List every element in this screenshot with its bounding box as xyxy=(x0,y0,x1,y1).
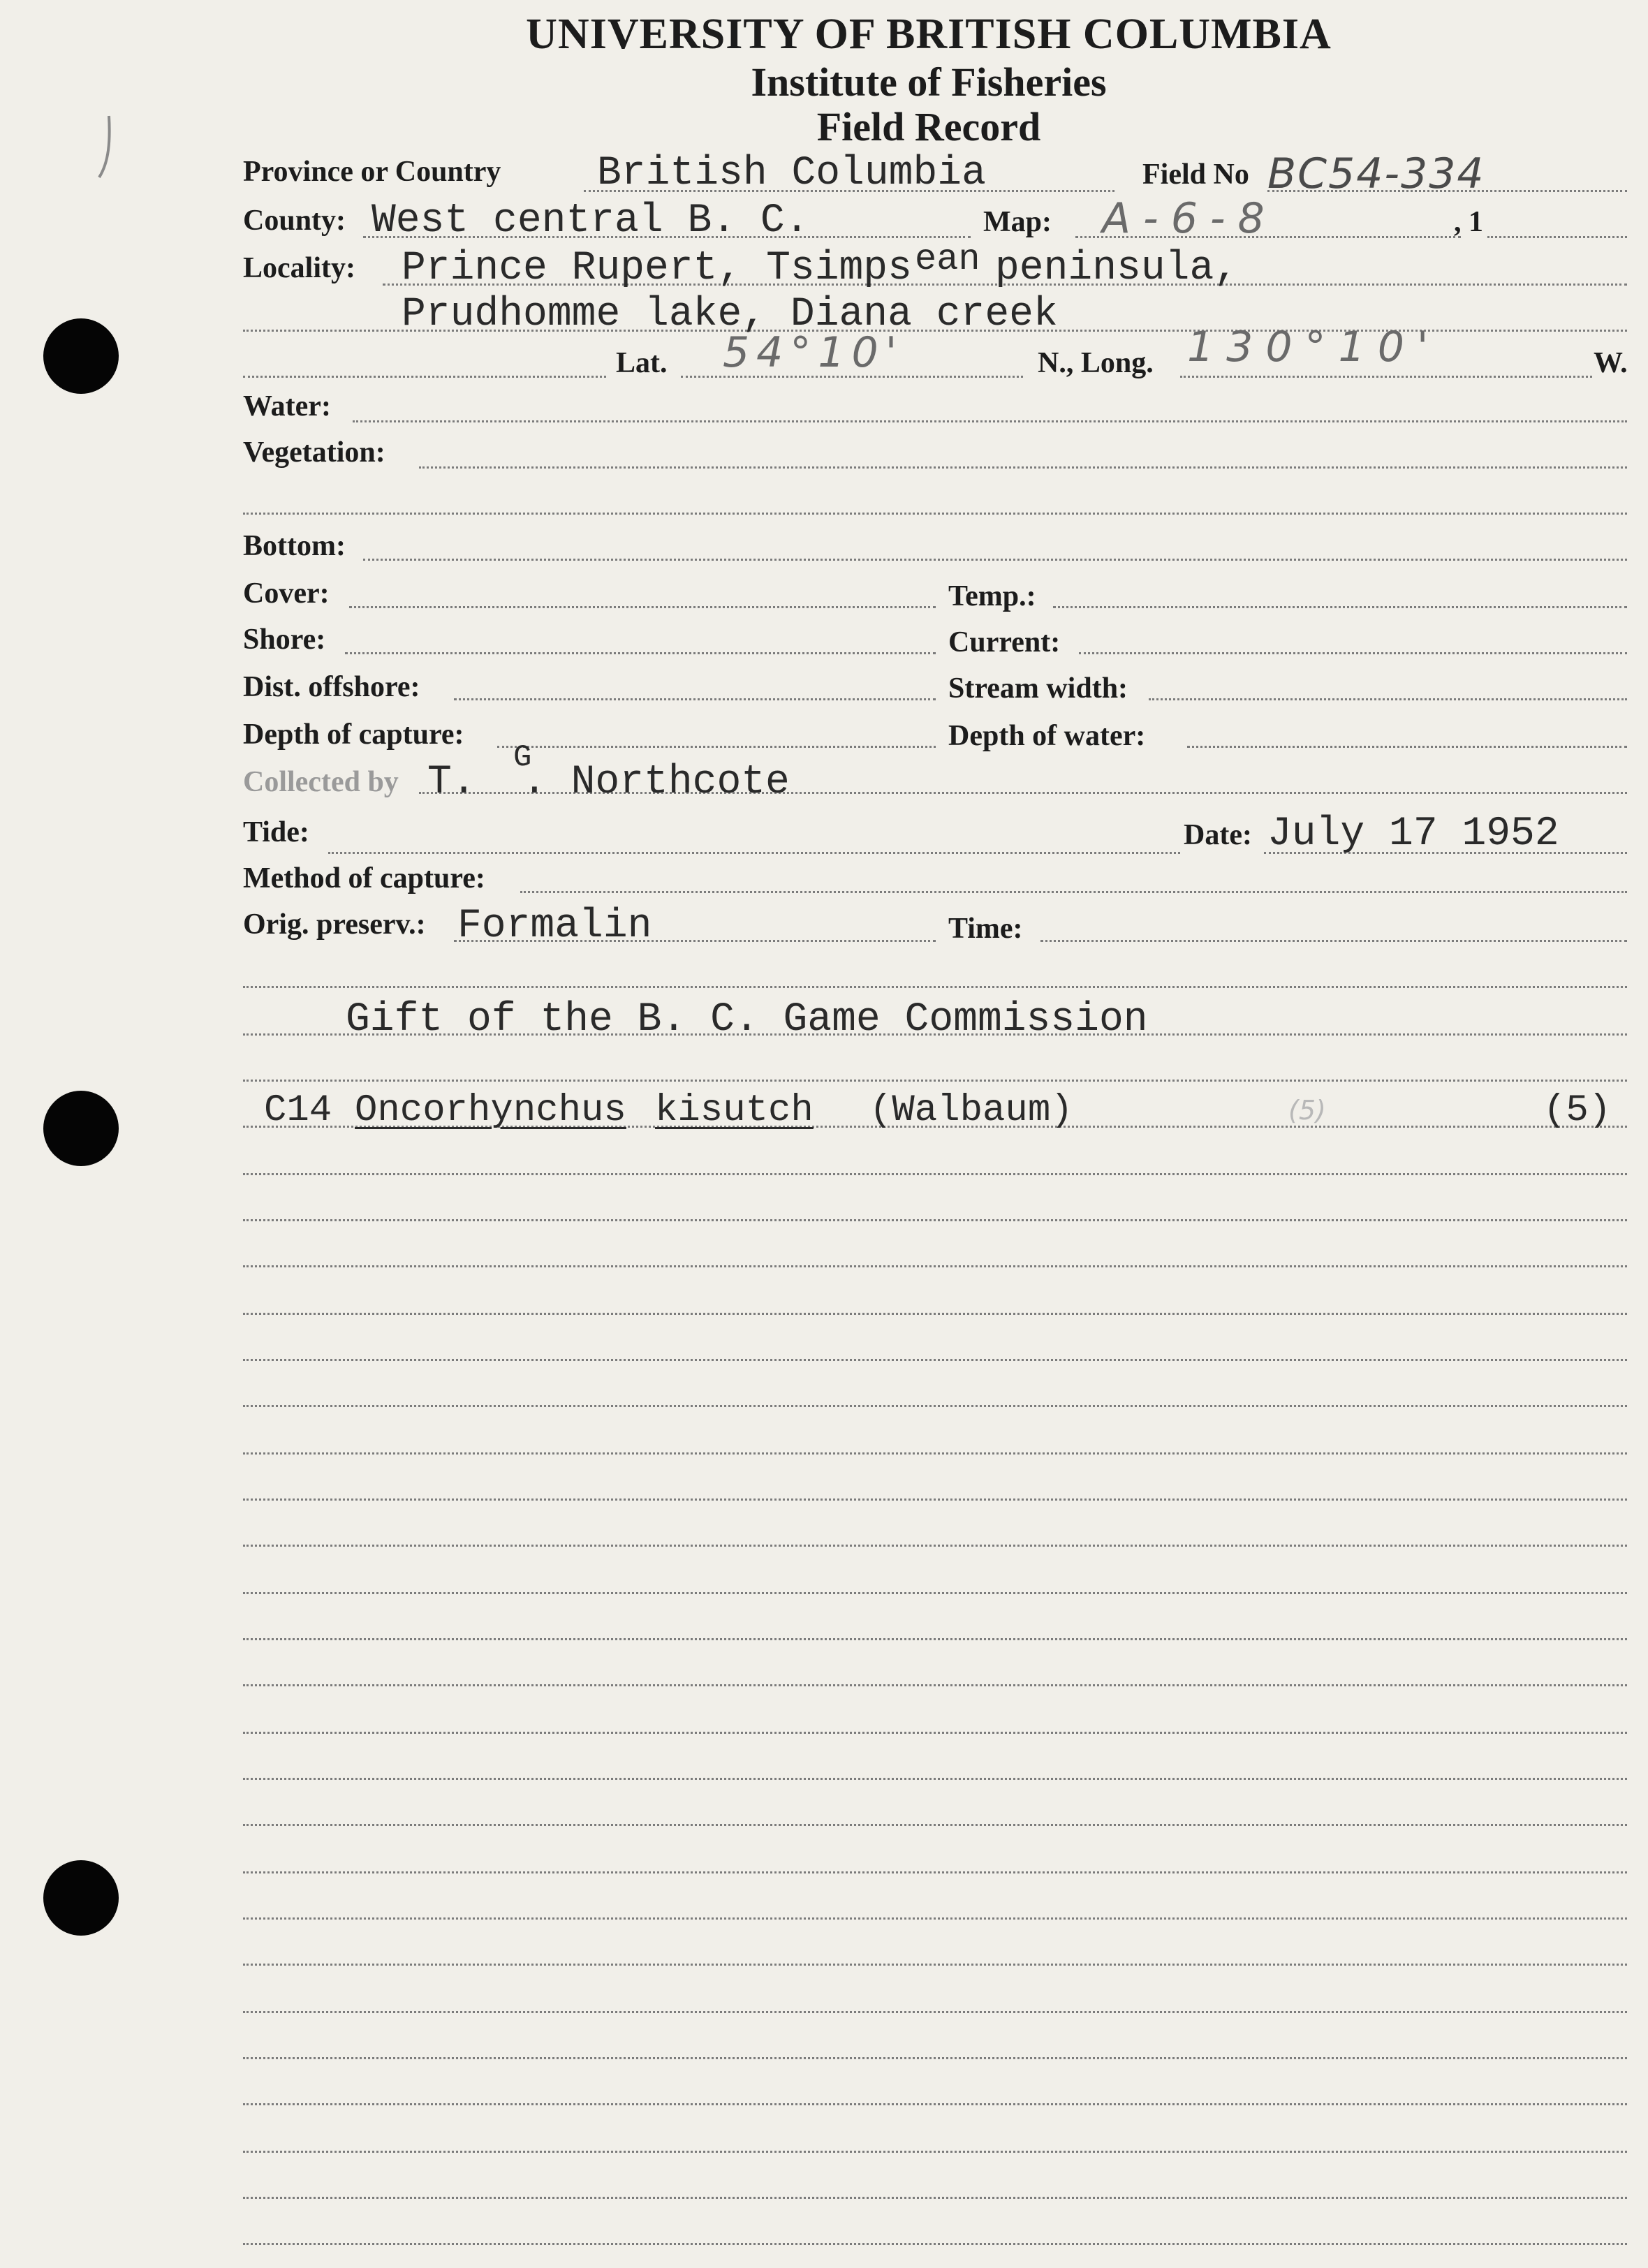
notes-line-15 xyxy=(243,1638,1627,1640)
cover-line xyxy=(349,606,936,608)
notes-line-20 xyxy=(243,1871,1627,1873)
notes-line-14 xyxy=(243,1592,1627,1594)
current-label: Current: xyxy=(948,626,1061,658)
long-line xyxy=(1180,376,1592,378)
institute-title: Institute of Fisheries xyxy=(751,59,1107,105)
method-line xyxy=(520,891,1627,893)
shore-line xyxy=(345,652,936,654)
pencil-count: (5) xyxy=(1288,1095,1326,1126)
notes-line-21 xyxy=(243,1917,1627,1920)
notes-line-18 xyxy=(243,1778,1627,1780)
dist-offshore-label: Dist. offshore: xyxy=(243,671,420,703)
notes-line-12 xyxy=(243,1498,1627,1501)
notes-line-8 xyxy=(243,1313,1627,1315)
notes-line-26 xyxy=(243,2151,1627,2153)
depth-water-label: Depth of water: xyxy=(948,720,1146,752)
binder-hole-top xyxy=(43,318,119,394)
orig-preserv-label: Orig. preserv.: xyxy=(243,908,426,941)
water-line xyxy=(353,420,1627,422)
stream-width-line xyxy=(1149,698,1627,700)
long-value: 130°10' xyxy=(1187,323,1441,371)
notes-line-10 xyxy=(243,1405,1627,1407)
notes-line-6 xyxy=(243,1219,1627,1221)
map-tail-line xyxy=(1487,236,1627,238)
notes-line-24 xyxy=(243,2057,1627,2059)
notes-line-9 xyxy=(243,1359,1627,1361)
collected-value-sup: G xyxy=(513,740,532,775)
method-label: Method of capture: xyxy=(243,862,485,894)
province-label: Province or Country xyxy=(243,156,501,188)
form-title: Field Record xyxy=(816,104,1041,149)
collected-label: Collected by xyxy=(243,766,399,798)
bottom-line xyxy=(363,559,1627,561)
county-label: County: xyxy=(243,205,346,237)
field-no-value: BC54-334 xyxy=(1267,149,1485,198)
collected-value-a: T. xyxy=(427,760,476,805)
notes-line-16 xyxy=(243,1684,1627,1686)
tide-label: Tide: xyxy=(243,816,309,848)
water-label: Water: xyxy=(243,390,331,422)
specimen-species: kisutch xyxy=(655,1089,814,1132)
date-value: July 17 1952 xyxy=(1267,811,1559,857)
cover-label: Cover: xyxy=(243,577,330,610)
lat-lead-line xyxy=(243,376,606,378)
specimen-code: C14 xyxy=(264,1089,332,1132)
map-value: A-6-8 xyxy=(1102,194,1277,243)
bottom-label: Bottom: xyxy=(243,530,346,562)
notes-line-19 xyxy=(243,1824,1627,1826)
temp-label: Temp.: xyxy=(948,580,1036,612)
locality-value-line-2: Prudhomme lake, Diana creek xyxy=(402,292,1058,337)
notes-line-25 xyxy=(243,2103,1627,2105)
field-no-label: Field No xyxy=(1142,159,1249,191)
time-label: Time: xyxy=(948,913,1023,945)
vegetation-line xyxy=(419,466,1627,469)
w-label: W. xyxy=(1594,347,1628,379)
notes-line-27 xyxy=(243,2197,1627,2199)
temp-line xyxy=(1053,606,1627,608)
time-line xyxy=(1040,940,1627,942)
notes-line-28 xyxy=(243,2243,1627,2245)
depth-capture-line xyxy=(497,746,936,748)
locality-value-b: ean xyxy=(915,239,980,280)
locality-label: Locality: xyxy=(243,252,355,284)
vegetation-label: Vegetation: xyxy=(243,436,385,469)
specimen-count: (5) xyxy=(1543,1089,1612,1132)
binder-hole-middle xyxy=(43,1091,119,1166)
collected-value-b: . Northcote xyxy=(522,760,790,805)
specimen-genus: Oncorhynchus xyxy=(355,1089,626,1132)
notes-line-5 xyxy=(243,1173,1627,1175)
current-line xyxy=(1079,652,1627,654)
notes-line-23 xyxy=(243,2011,1627,2013)
county-value: West central B. C. xyxy=(371,198,809,244)
stream-width-label: Stream width: xyxy=(948,672,1128,705)
notes-line-1 xyxy=(243,986,1627,988)
depth-water-line xyxy=(1187,746,1627,748)
date-label: Date: xyxy=(1184,819,1252,851)
locality-value-a: Prince Rupert, Tsimps xyxy=(402,246,912,291)
depth-capture-label: Depth of capture: xyxy=(243,719,464,751)
binder-hole-bottom xyxy=(43,1860,119,1936)
notes-line-22 xyxy=(243,1964,1627,1966)
notes-line-3 xyxy=(243,1080,1627,1082)
orig-preserv-value: Formalin xyxy=(457,904,652,949)
vegetation-line-2 xyxy=(243,513,1627,515)
gift-line: Gift of the B. C. Game Commission xyxy=(346,997,1148,1043)
tide-line xyxy=(328,852,1180,854)
dist-offshore-line xyxy=(454,698,936,700)
locality-value-c: peninsula, xyxy=(995,246,1239,291)
map-suffix: , 1 xyxy=(1454,206,1483,238)
notes-line-13 xyxy=(243,1545,1627,1547)
notes-line-17 xyxy=(243,1732,1627,1734)
university-title: UNIVERSITY OF BRITISH COLUMBIA xyxy=(526,10,1332,58)
notes-line-11 xyxy=(243,1452,1627,1455)
province-value: British Columbia xyxy=(597,151,986,196)
long-label: N., Long. xyxy=(1038,347,1154,379)
specimen-author: (Walbaum) xyxy=(869,1089,1073,1132)
map-label: Map: xyxy=(983,206,1052,238)
lat-value: 54°10' xyxy=(723,328,904,377)
lat-label: Lat. xyxy=(616,347,668,379)
notes-line-7 xyxy=(243,1265,1627,1267)
shore-label: Shore: xyxy=(243,624,326,656)
